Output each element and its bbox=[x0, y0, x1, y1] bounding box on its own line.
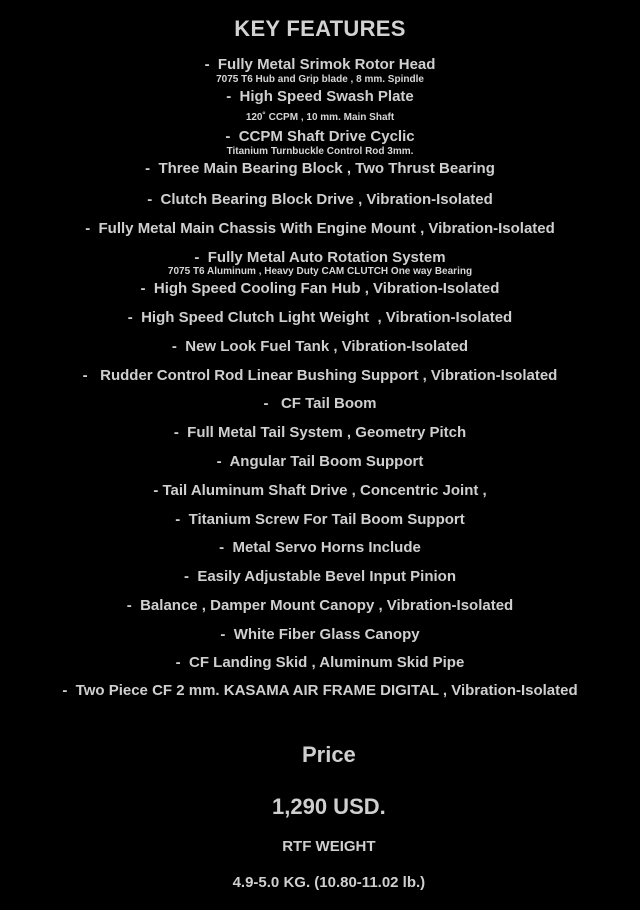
weight-label: RTF WEIGHT bbox=[282, 838, 376, 855]
feature-detail: 7075 T6 Hub and Grip blade , 8 mm. Spindle bbox=[216, 74, 424, 85]
feature-line: - Rudder Control Rod Linear Bushing Support , Vibration-Isolated bbox=[82, 367, 558, 384]
feature-line: - Angular Tail Boom Support bbox=[216, 453, 424, 470]
feature-line: - CF Tail Boom bbox=[263, 395, 377, 412]
feature-line: - Fully Metal Srimok Rotor Head bbox=[204, 56, 436, 73]
feature-line: - Tail Aluminum Shaft Drive , Concentric Joint , bbox=[153, 482, 487, 499]
feature-line: - Full Metal Tail System , Geometry Pitch bbox=[173, 424, 467, 441]
feature-detail: Titanium Turnbuckle Control Rod 3mm. bbox=[226, 146, 414, 157]
feature-detail: 7075 T6 Aluminum , Heavy Duty CAM CLUTCH One way Bearing bbox=[167, 266, 473, 277]
feature-line: - High Speed Swash Plate bbox=[226, 88, 414, 105]
page-title: KEY FEATURES bbox=[234, 16, 406, 41]
feature-line: - Balance , Damper Mount Canopy , Vibration-Isolated bbox=[126, 597, 514, 614]
feature-line: - High Speed Cooling Fan Hub , Vibration-Isolated bbox=[140, 280, 500, 297]
feature-line: - Easily Adjustable Bevel Input Pinion bbox=[184, 568, 456, 585]
feature-line: - CF Landing Skid , Aluminum Skid Pipe bbox=[175, 654, 465, 671]
price-value: 1,290 USD. bbox=[272, 794, 386, 819]
feature-line: - Titanium Screw For Tail Boom Support bbox=[175, 511, 465, 528]
feature-line: - Clutch Bearing Block Drive , Vibration-Isolated bbox=[147, 191, 493, 208]
feature-line: - Metal Servo Horns Include bbox=[219, 539, 421, 556]
feature-line: - Fully Metal Auto Rotation System bbox=[194, 249, 446, 266]
weight-value: 4.9-5.0 KG. (10.80-11.02 lb.) bbox=[232, 874, 426, 891]
price-row bbox=[0, 724, 640, 910]
feature-detail: 120˚ CCPM , 10 mm. Main Shaft bbox=[245, 112, 395, 123]
feature-line: - New Look Fuel Tank , Vibration-Isolated bbox=[171, 338, 469, 355]
feature-line: - White Fiber Glass Canopy bbox=[220, 626, 420, 643]
feature-line: - CCPM Shaft Drive Cyclic bbox=[225, 128, 415, 145]
feature-line: - Fully Metal Main Chassis With Engine Mount , Vibration-Isolated bbox=[85, 220, 555, 237]
feature-line: - Two Piece CF 2 mm. KASAMA AIR FRAME DIGITAL , Vibration-Isolated bbox=[62, 682, 578, 699]
feature-line: - High Speed Clutch Light Weight , Vibration-Isolated bbox=[127, 309, 513, 326]
feature-line: - Three Main Bearing Block , Two Thrust Bearing bbox=[145, 160, 495, 177]
price-label: Price bbox=[301, 742, 356, 767]
